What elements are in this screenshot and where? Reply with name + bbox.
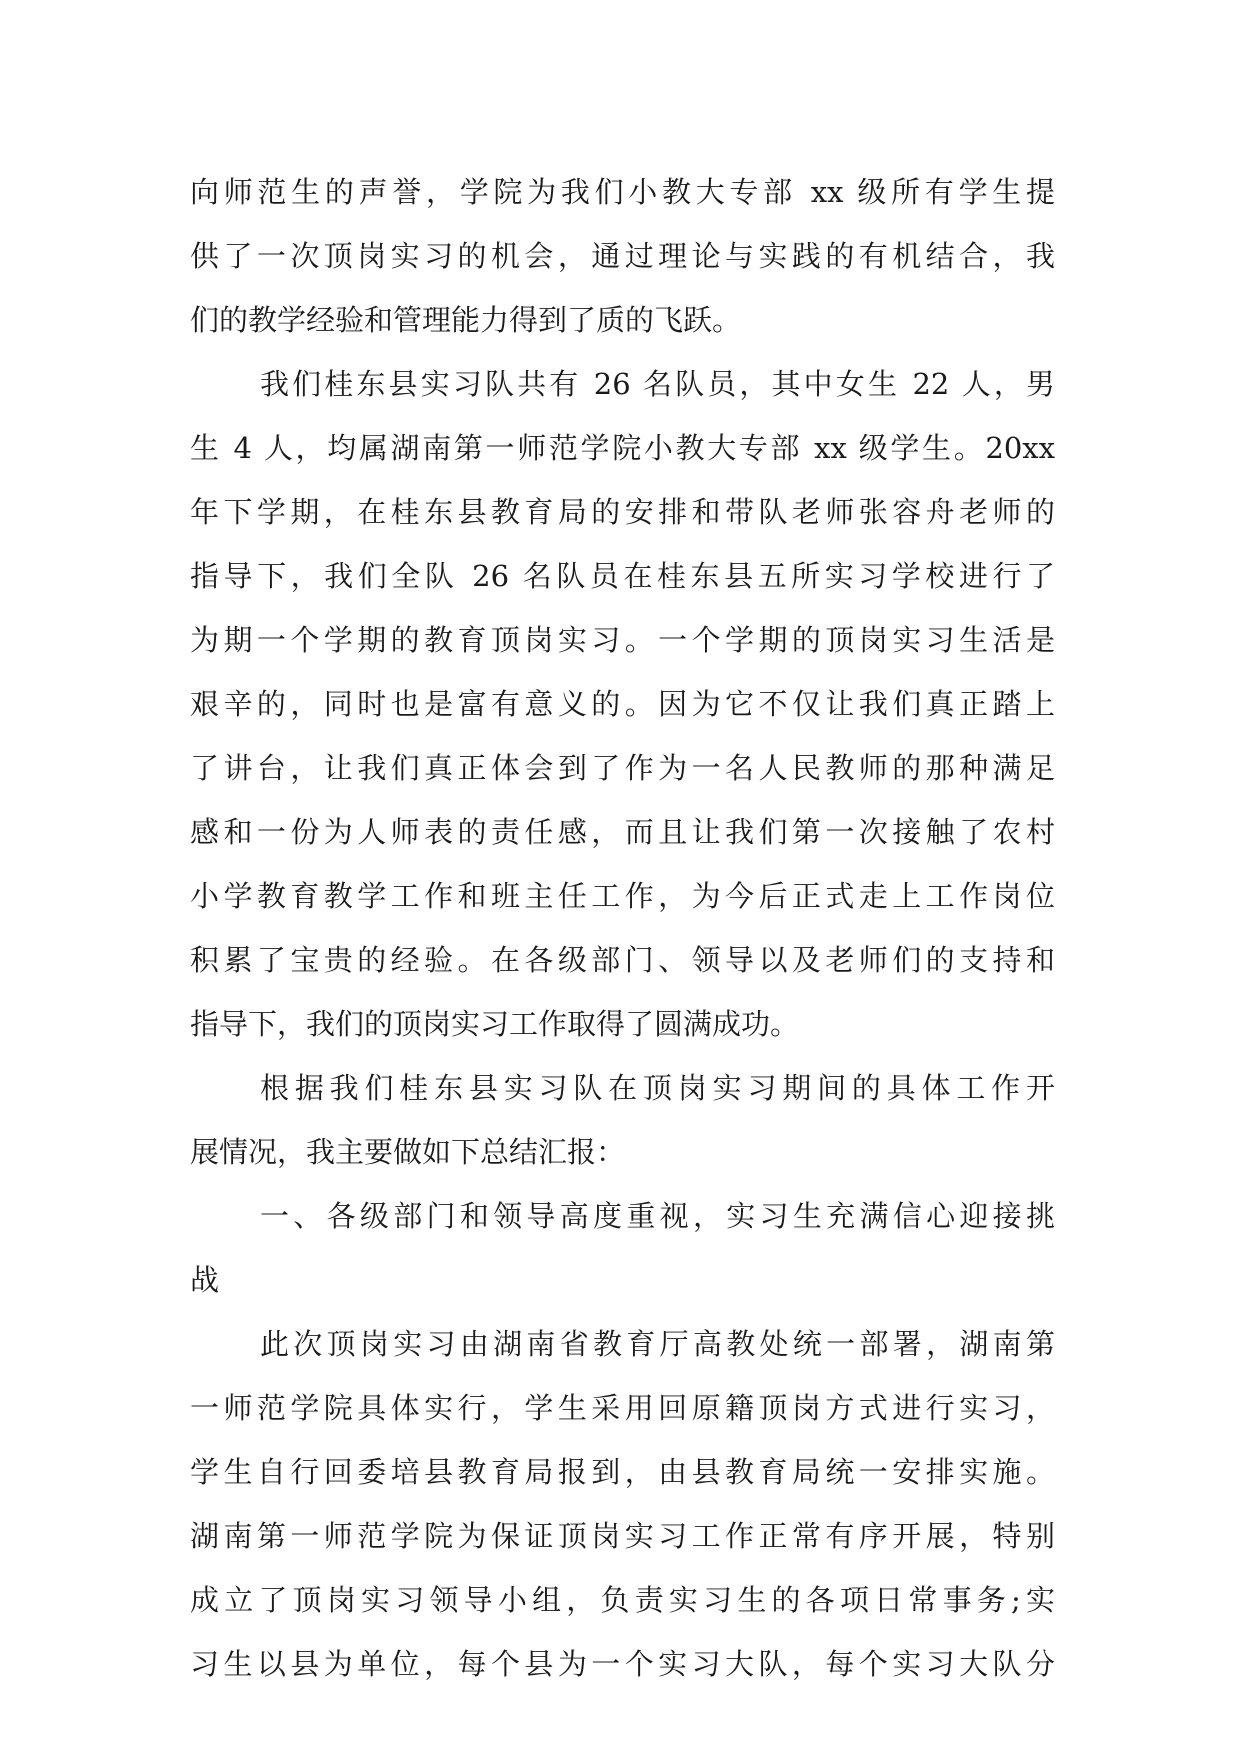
text-line: 此次顶岗实习由湖南省教育厅高教处统一部署，湖南第 [260, 1327, 1055, 1361]
text-line: 我们桂东县实习队共有 26 名队员，其中女生 22 人，男 [260, 367, 1055, 401]
text-line: 成立了顶岗实习领导小组，负责实习生的各项日常事务;实 [190, 1583, 1055, 1617]
text-line: 学生自行回委培县教育局报到，由县教育局统一安排实施。 [190, 1455, 1055, 1489]
text-line: 展情况，我主要做如下总结汇报： [190, 1135, 626, 1169]
text-line: 积累了宝贵的经验。在各级部门、领导以及老师们的支持和 [190, 943, 1055, 977]
text-line: 为期一个学期的教育顶岗实习。一个学期的顶岗实习生活是 [190, 623, 1055, 657]
text-line: 感和一份为人师表的责任感，而且让我们第一次接触了农村 [190, 815, 1055, 849]
text-line: 根据我们桂东县实习队在顶岗实习期间的具体工作开 [260, 1071, 1055, 1105]
text-line: 供了一次顶岗实习的机会，通过理论与实践的有机结合，我 [190, 239, 1055, 273]
text-line: 习生以县为单位，每个县为一个实习大队，每个实习大队分 [190, 1647, 1055, 1681]
text-line: 向师范生的声誉，学院为我们小教大专部 xx 级所有学生提 [190, 175, 1055, 209]
text-line: 年下学期，在桂东县教育局的安排和带队老师张容舟老师的 [190, 495, 1055, 529]
text-line: 生 4 人，均属湖南第一师范学院小教大专部 xx 级学生。20xx [190, 431, 1055, 465]
text-line: 小学教育教学工作和班主任工作，为今后正式走上工作岗位 [190, 879, 1055, 913]
text-line: 们的教学经验和管理能力得到了质的飞跃。 [190, 303, 742, 337]
text-line: 战 [190, 1263, 220, 1297]
text-line: 湖南第一师范学院为保证顶岗实习工作正常有序开展，特别 [190, 1519, 1055, 1553]
text-line: 了讲台，让我们真正体会到了作为一名人民教师的那种满足 [190, 751, 1055, 785]
text-line: 指导下，我们全队 26 名队员在桂东县五所实习学校进行了 [190, 559, 1055, 593]
text-line: 艰辛的，同时也是富有意义的。因为它不仅让我们真正踏上 [190, 687, 1055, 721]
text-line: 一、各级部门和领导高度重视，实习生充满信心迎接挑 [260, 1199, 1055, 1233]
text-line: 一师范学院具体实行，学生采用回原籍顶岗方式进行实习， [190, 1391, 1055, 1425]
text-line: 指导下，我们的顶岗实习工作取得了圆满成功。 [190, 1007, 800, 1041]
document-body [190, 160, 1055, 1696]
